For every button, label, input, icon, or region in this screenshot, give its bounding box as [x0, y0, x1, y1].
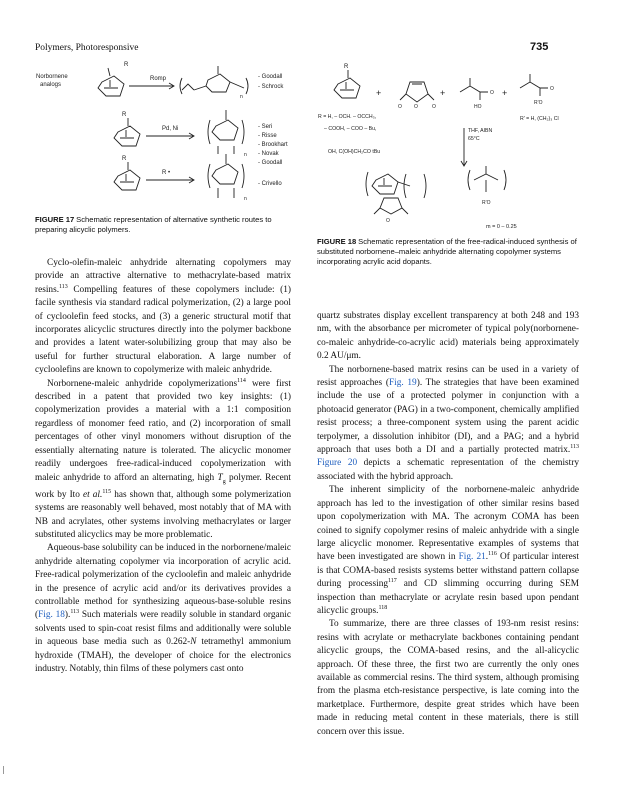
text: ). — [64, 610, 71, 621]
text: depicts a schematic representation of the chemistry associated with the hybrid approach. — [317, 458, 579, 482]
figure-21-link[interactable]: Fig. 21 — [458, 552, 486, 563]
acrylate-structure — [520, 74, 548, 96]
pd-author-1: - Seri — [258, 124, 273, 130]
text: Aqueous-base solubility can be induced in the norbornene/maleic anhydride alternating copolymer via incorporation of acrylic acid. Free-radical polymerization of the cycloolefin and maleic anhydride in the presence of acrylic acid and/or its derivatives provides a controllable method for synthesizing aqueous-base-soluble resins ( — [35, 543, 291, 621]
m-range-label: m = 0 – 0.25 — [486, 224, 517, 230]
running-title: Polymers, Photoresponsive — [35, 43, 139, 53]
norbornene-label-2: analogs — [40, 82, 62, 88]
anhydride-o-2: O — [414, 104, 418, 110]
text: Norbornene-maleic anhydride copolymerizations — [47, 378, 238, 389]
figure-17 — [32, 60, 310, 210]
vinyl-addition-structure — [212, 120, 238, 140]
conditions-line-1: THF, AIBN — [468, 128, 493, 134]
text: polymer. Recent work by Ito — [35, 472, 291, 500]
citation: 117 — [388, 578, 397, 585]
right-paragraph-4: To summarize, there are three classes of 193-nm resist resins: resins with acrylate or methacrylate backbones containing pendant alicyclic groups, the COMA-based resins, and the all-alicyclic approach. Of these three, the first two are currently the only ones available as commercial resins. The third system, although promising from the plasma etch-resistance perspective, is late coming into the marketplace. Furthermore, despite great strides which have been made in reducing metal content in these materials, there is still concern over this issue. — [317, 619, 579, 737]
citation: 113 — [59, 283, 68, 290]
text: were first described in a patent that provided two key insights: (1) copolymerization provides a material with a 1:1 composition regardless of monomer feed ratio, and (2) incorporation of small percentages of other vinyl monomers without disruption of the essentially alternating nature is tolerated. The alicyclic monomer readily undergoes free-radical-induced copolymerization with maleic anhydride to afford an alternating, high — [35, 378, 291, 483]
acrylate-unit-structure — [474, 166, 498, 192]
left-paragraph-1 — [35, 257, 291, 378]
pd-author-3: - Brookhart — [258, 142, 288, 148]
text: has shown that, although some polymerization systems are reasonably well behaved, most notably that of MA with NB and acrylates, other systems involving methacrylates or larger substituted alicyclics may be more problematic. — [35, 489, 291, 540]
text: . — [485, 552, 489, 563]
romp-author-2: - Schrock — [258, 84, 284, 90]
text: The inherent simplicity of the norbornene-maleic anhydride approach has led to the investigation of other similar resins based upon copolymerization with MA. The acronym COMA has been coined to signify copolymer resins of maleic anhydride with a single large alicyclic monomer. Representative examples of systems that have been investigated are shown in — [317, 485, 579, 563]
left-paragraph-3 — [35, 542, 291, 676]
pd-label: Pd, Ni — [162, 126, 179, 132]
norbornene-structure-3 — [114, 170, 140, 190]
anhydride-o-3: O — [432, 104, 436, 110]
right-paragraph-3 — [317, 484, 579, 618]
citation: 113 — [570, 444, 579, 451]
margin-mark — [3, 766, 4, 774]
text: Of particular interest is that COMA-based resists systems better withstand pattern collapse during processing — [317, 552, 580, 590]
left-paragraph-2 — [35, 378, 291, 543]
figure-18-caption — [317, 237, 579, 267]
figure-17-caption — [35, 215, 303, 235]
substituted-norbornene-structure — [334, 78, 360, 98]
r-label-2: R — [122, 112, 127, 118]
text: The norbornene-based matrix resins can be used in a variety of resist approaches ( — [317, 364, 579, 389]
text: Compelling features of these copolymers include: (1) facile synthesis via standard radical polymerization, (2) a large pool of cycloolefin feed stocks, and (3) a generic structural motif that incorporates alicyclic structures directly into the polymer backbone and provides a latent water-solubilizing group that may also be useful for further structural elaboration. A large number of cycloolefins are known to copolymerize with maleic anhydride. — [35, 284, 291, 376]
tg-subscript: g — [222, 478, 226, 485]
conditions-line-2: 65°C — [468, 136, 480, 142]
figure-18-link[interactable]: Fig. 18 — [38, 610, 65, 621]
n-subscript-3: n — [244, 196, 247, 202]
pd-author-4: - Novak — [258, 151, 279, 157]
figure-18-caption-text: Schematic representation of the free-radical-induced synthesis of substituted norbornene–maleic anhydride alternating copolymer systems incorporating acrylic acid dopants. — [317, 237, 577, 266]
figure-17-scheme — [32, 60, 310, 210]
right-text-column — [317, 310, 579, 739]
romp-label: Romp — [150, 76, 167, 82]
norbornene-label-1: Norbornene — [36, 74, 68, 80]
r-prime-definition: R' = H, (CH₂)₃ Cl — [520, 116, 559, 122]
acrylic-acid-structure — [460, 78, 488, 100]
figure-17-caption-text: Schematic representation of alternative synthetic routes to preparing alicyclic polymers. — [35, 215, 272, 234]
reaction-arrow — [461, 128, 467, 166]
pd-author-5: - Goodall — [258, 160, 283, 166]
citation: 115 — [102, 488, 112, 495]
citation: 116 — [488, 551, 497, 558]
tg-symbol: T — [217, 472, 223, 483]
citation: 113 — [70, 609, 80, 616]
pd-author-2: - Risse — [258, 133, 277, 139]
text: Cyclo-olefin-maleic anhydride alternating copolymers may provide an attractive alternative to methacrylate-based matrix resins. — [35, 258, 291, 295]
r-definition-1: R = H, – OCH. – OCCH₃, — [318, 114, 377, 120]
left-text-column — [35, 257, 291, 676]
figure-17-label: FIGURE 17 — [35, 215, 75, 224]
figure-20-link[interactable]: Figure 20 — [317, 458, 358, 469]
romp-polymer-structure — [206, 74, 230, 92]
n-subscript-2: n — [244, 152, 247, 158]
figure-18-scheme — [314, 58, 584, 233]
page-number: 735 — [530, 41, 549, 53]
radical-label: R • — [162, 170, 171, 176]
right-paragraph-1: quartz substrates display excellent transparency at both 248 and 193 nm, with the absorbance per micrometer of typical poly(norbornene-co-maleic anhydride-co-acrylic acid) materials being approximately 0.2 AU/μm. — [317, 311, 579, 362]
n-subscript-1: n — [240, 94, 243, 100]
r-definition-3: OH, C(OH)CH₂CO tBu — [328, 149, 381, 155]
norbornene-structure-2 — [114, 126, 140, 146]
text: and CD slimming occurring during SEM inspection than methacrylate or acrylate resin based upon pendant alicyclic groups. — [317, 579, 580, 616]
text: ). The strategies that have been examined include the use of a protected polymer in conjunction with a photoacid generator (PAG) in a two-component, chemically amplified resist process; a three-component system using the parent acidic terpolymer, a dissolution inhibitor (DI), and a PAG; and a hybrid approach that uses both a DI and a partially protected matrix. — [317, 378, 579, 456]
radical-arrow — [146, 177, 194, 183]
anhydride-o-1: O — [398, 104, 402, 110]
normality-symbol: N — [190, 637, 197, 648]
r-label-1: R — [124, 62, 129, 68]
plus-1: + — [376, 88, 382, 98]
maleic-anhydride-structure — [406, 82, 428, 102]
text: tetramethyl ammonium hydroxide (TMAH), the developer of choice for the electronics industry. Notably, thin films of these polymers cast onto — [35, 637, 291, 675]
acrylate-ro-label: R'O — [534, 100, 543, 106]
romp-arrow — [129, 83, 174, 89]
romp-author-1: - Goodall — [258, 74, 283, 80]
fig18-r-label: R — [344, 64, 349, 70]
acrylic-o: O — [490, 90, 494, 96]
copolymer-product-structure — [372, 174, 398, 194]
text: Such materials were readily soluble in standard organic solvents used to spin-coat resist films and additionally were soluble in aqueous base media such as 0.262- — [35, 610, 291, 648]
anhydride-unit-structure — [380, 198, 402, 214]
citation: 114 — [237, 377, 246, 384]
figure-18 — [314, 58, 584, 233]
product-o-label: O — [386, 218, 390, 224]
r-definition-2: – COOH, – COO – Bu, — [324, 126, 377, 132]
product-ro-label: R'O — [482, 200, 491, 206]
radical-polymer-structure — [212, 164, 238, 184]
ho-label: HO — [474, 104, 482, 110]
r-label-3: R — [122, 156, 127, 162]
norbornene-structure-1 — [98, 76, 124, 96]
right-paragraph-2 — [317, 364, 579, 485]
citation: 118 — [378, 604, 388, 611]
pd-arrow — [146, 133, 194, 139]
figure-18-label: FIGURE 18 — [317, 237, 357, 246]
plus-3: + — [502, 88, 508, 98]
figure-19-link[interactable]: Fig. 19 — [388, 378, 417, 389]
plus-2: + — [440, 88, 446, 98]
acrylate-o: O — [550, 86, 554, 92]
et-al: et al. — [82, 489, 103, 500]
radical-author-1: - Crivello — [258, 181, 282, 187]
